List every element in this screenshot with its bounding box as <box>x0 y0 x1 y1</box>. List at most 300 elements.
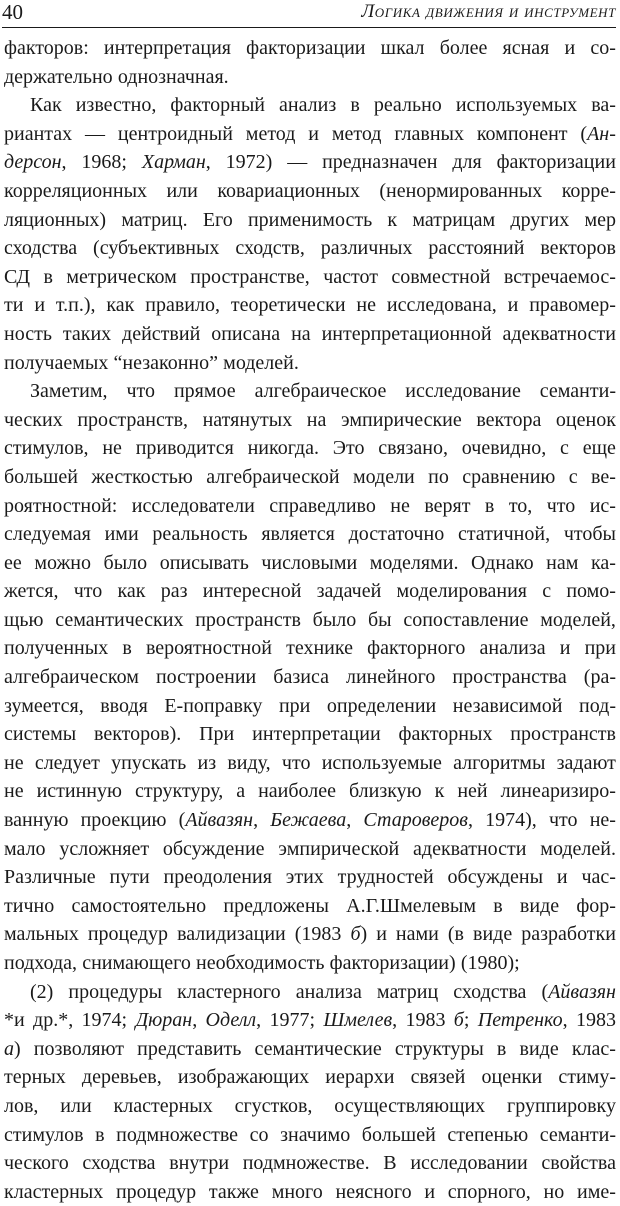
page-number: 40 <box>2 0 23 24</box>
word: предназначен <box>322 151 438 174</box>
word: также <box>208 1180 259 1203</box>
word: базиса <box>273 666 329 689</box>
word: интересной <box>202 580 302 603</box>
word: в <box>122 637 132 660</box>
word: следуемая <box>4 523 91 546</box>
word: 1983 <box>405 1009 446 1032</box>
text-line <box>4 1149 616 1178</box>
word: пути <box>109 866 150 889</box>
word: т.п.), <box>55 294 96 317</box>
word: час- <box>581 866 616 889</box>
word: кластерных <box>4 1180 104 1203</box>
word: и <box>564 37 576 59</box>
word: степенью <box>447 1123 529 1146</box>
word: и <box>556 866 568 889</box>
word: анализ <box>279 94 337 117</box>
word: различных <box>320 237 413 260</box>
word: изображающих <box>177 1066 310 1089</box>
word: мер <box>584 208 616 231</box>
text-line <box>4 1178 616 1206</box>
text-line <box>4 1063 616 1092</box>
word: еще <box>582 437 616 460</box>
word: предложены <box>223 894 329 917</box>
header-rule <box>2 27 616 28</box>
word: ве- <box>591 465 616 488</box>
word: (ненормированных <box>379 179 543 202</box>
text-line <box>4 406 616 435</box>
word: в <box>496 1037 507 1060</box>
word: не <box>102 437 122 460</box>
word: бы <box>367 608 392 631</box>
word: не- <box>589 809 616 832</box>
word: Бежаева, <box>270 809 352 832</box>
word: моделей, <box>540 608 616 631</box>
word: Оделл, <box>205 1009 262 1032</box>
word: — <box>85 122 106 145</box>
word: “незаконно” <box>113 351 218 374</box>
word: модели <box>352 465 415 488</box>
word: При <box>199 723 235 746</box>
word: лов, <box>4 1094 39 1117</box>
word: исследовании <box>410 1152 528 1175</box>
word: и <box>424 1180 436 1203</box>
word: пространстве, <box>190 265 310 288</box>
word: для <box>452 151 482 174</box>
word: обсуждение <box>162 837 265 860</box>
word: фор- <box>576 894 616 917</box>
word: описывать <box>159 551 249 574</box>
text-line <box>4 692 616 721</box>
word: а <box>236 780 246 803</box>
word: получаемых <box>4 351 109 374</box>
word: 1968; <box>81 151 127 174</box>
text-line <box>4 148 616 177</box>
word: б) <box>350 923 368 946</box>
word: не <box>4 780 24 803</box>
word: внутри <box>169 1152 230 1175</box>
word: подмножестве <box>116 1123 239 1146</box>
word: сопоставление <box>403 608 529 631</box>
text-line <box>4 606 616 635</box>
word: главных <box>394 122 464 145</box>
text-line <box>4 34 616 63</box>
word: В <box>383 1152 397 1175</box>
word: Это <box>332 437 365 460</box>
word: в <box>350 94 360 117</box>
word: *и <box>4 1009 25 1032</box>
word: процедур <box>115 1180 197 1203</box>
text-line <box>4 63 616 92</box>
word: 1974), <box>485 809 537 832</box>
text-line <box>4 549 616 578</box>
word: преодоления <box>163 866 272 889</box>
word: на <box>306 408 327 431</box>
word: снимающего <box>82 952 191 974</box>
text-line <box>4 1092 616 1121</box>
word: не <box>390 494 410 517</box>
word: эмпирической <box>278 837 400 860</box>
word: приводится <box>135 437 234 460</box>
text-line <box>4 949 616 978</box>
word: Петренко, <box>477 1009 568 1032</box>
word: построении <box>155 666 257 689</box>
word: сравнению <box>462 465 556 488</box>
word: упускать <box>111 751 187 774</box>
word: с <box>568 465 578 488</box>
word: усложняет <box>59 837 150 860</box>
word: в <box>484 494 495 517</box>
word: деревьев, <box>81 1066 162 1089</box>
word: описана <box>211 322 281 345</box>
word: связей <box>410 1066 466 1089</box>
word: реально <box>373 94 442 117</box>
word: интерпретационной <box>321 322 492 345</box>
word: исследована, <box>386 294 497 317</box>
word: с <box>560 437 569 460</box>
word: жется, <box>4 580 59 603</box>
word: что <box>73 580 103 603</box>
word: моделей. <box>540 837 616 860</box>
word: Его <box>202 208 233 231</box>
word: корреляционных <box>4 179 148 202</box>
word: вводя <box>100 694 148 717</box>
word: истинную <box>36 780 122 803</box>
word: ческих <box>4 408 63 431</box>
word: факторизации <box>246 37 366 59</box>
word: алгебраическое <box>254 380 387 403</box>
word: связано, <box>378 437 448 460</box>
word: правило, <box>145 294 220 317</box>
word: числовыми <box>261 551 358 574</box>
word: используемые <box>321 751 442 774</box>
text-line <box>4 234 616 263</box>
word: что <box>548 809 578 832</box>
word: много <box>271 1180 323 1203</box>
word: алгебраическом <box>4 666 139 689</box>
word: теоретически <box>230 294 346 317</box>
word: что <box>546 494 576 517</box>
word: большей <box>361 1123 436 1146</box>
word: структуры <box>394 1037 484 1060</box>
word: др.*, <box>33 1009 74 1032</box>
word: в <box>95 1123 105 1146</box>
word: клас- <box>571 1037 616 1060</box>
word: 1972) <box>225 151 273 174</box>
text-line <box>4 892 616 921</box>
word: ее <box>4 551 22 574</box>
word: правомер- <box>529 294 616 317</box>
text-line <box>4 520 616 549</box>
text-line <box>4 749 616 778</box>
word: наиболее <box>258 780 336 803</box>
word: линейного <box>346 666 436 689</box>
word: (субъективных <box>93 237 220 260</box>
word: мало <box>4 837 46 860</box>
word: адекватности <box>413 837 527 860</box>
word: име- <box>577 1180 616 1203</box>
text-line <box>4 920 616 949</box>
word: анализа <box>479 637 546 660</box>
word: самостоятельно <box>71 894 207 917</box>
word: как <box>106 294 135 317</box>
word: в <box>493 894 503 917</box>
word: встречаемос- <box>503 265 616 288</box>
text-line <box>4 806 616 835</box>
word: ис- <box>589 494 616 517</box>
text-line <box>4 978 616 1007</box>
word: других <box>510 208 570 231</box>
word: (Ан- <box>580 122 616 145</box>
word: со- <box>590 37 616 59</box>
word: Различные <box>4 866 96 889</box>
word: сходства <box>453 980 527 1003</box>
word: ими <box>104 523 139 546</box>
word: ванную <box>4 809 69 832</box>
word: свойства <box>541 1152 616 1175</box>
text-line <box>4 777 616 806</box>
word: факторного <box>367 637 466 660</box>
word: задают <box>556 751 616 774</box>
word: стимулов, <box>4 437 89 460</box>
word: оценок <box>555 408 616 431</box>
word: совместной <box>391 265 491 288</box>
word: большей <box>4 465 78 488</box>
word: к <box>434 780 445 803</box>
word: сходства <box>4 237 78 260</box>
word: Заметим, <box>30 380 108 403</box>
word: таких <box>62 322 112 345</box>
text-line <box>4 291 616 320</box>
word: следует <box>34 751 100 774</box>
word: компонент <box>476 122 568 145</box>
word: раз <box>160 580 188 603</box>
word: пространств <box>195 608 301 631</box>
word: можно <box>34 551 91 574</box>
word: интерпретации <box>252 723 381 746</box>
word: натянутых <box>202 408 293 431</box>
word: группировку <box>507 1094 616 1117</box>
word: Харман, <box>141 151 211 174</box>
word: ва- <box>591 94 616 117</box>
text-line <box>4 120 616 149</box>
word: 1977; <box>269 1009 316 1032</box>
word: виду, <box>227 751 271 774</box>
text-line <box>4 91 616 120</box>
word: не <box>4 751 24 774</box>
word: в <box>43 265 53 288</box>
word: метрическом <box>66 265 177 288</box>
word: щью <box>4 608 44 631</box>
text-line <box>4 463 616 492</box>
word: кластерных <box>113 1094 213 1117</box>
word: эмпирические <box>340 408 462 431</box>
word: пространств <box>510 723 616 746</box>
word: или <box>60 1094 92 1117</box>
word: семантические <box>254 1037 382 1060</box>
word: метод <box>245 122 296 145</box>
word: со <box>249 1123 269 1146</box>
word: было <box>103 551 148 574</box>
word: нам <box>546 551 579 574</box>
word: центроидный <box>117 122 233 145</box>
word: (2) <box>30 980 54 1003</box>
word: дерсон, <box>4 151 67 174</box>
word: технике <box>286 637 353 660</box>
word: алгоритмы <box>453 751 546 774</box>
text-line <box>4 1006 616 1035</box>
word: ти <box>4 294 24 317</box>
word: позволяют <box>33 1037 125 1060</box>
word: факторизации <box>496 151 616 174</box>
word: помо- <box>566 580 616 603</box>
word: близкую <box>348 780 422 803</box>
word: валидизации <box>177 923 286 946</box>
word: этих <box>285 866 324 889</box>
text-line <box>4 177 616 206</box>
word: под- <box>579 694 616 717</box>
word: факторных <box>398 723 493 746</box>
word: ясная <box>502 37 550 59</box>
word: сгустков, <box>234 1094 313 1117</box>
word: ка- <box>590 551 616 574</box>
word: ковариационных <box>217 179 360 202</box>
word: исследователи <box>131 494 255 517</box>
word: и <box>507 294 519 317</box>
word: более <box>439 37 488 59</box>
word: то, <box>508 494 533 517</box>
word: прямое <box>173 380 236 403</box>
word: интерпретация <box>103 37 231 59</box>
word: ческого <box>4 1152 69 1175</box>
word: и <box>308 122 319 145</box>
word: как <box>117 580 146 603</box>
text-line <box>4 320 616 349</box>
word: реальность <box>152 523 248 546</box>
word: никогда. <box>247 437 319 460</box>
word: но <box>543 1180 565 1203</box>
word: ней <box>457 780 488 803</box>
word: спорного, <box>447 1180 531 1203</box>
word: пространства <box>452 666 567 689</box>
word: известно, <box>75 94 157 117</box>
word: Шмелев, <box>323 1009 398 1032</box>
word: Дюран, <box>135 1009 198 1032</box>
word: что <box>281 751 311 774</box>
word: метод <box>331 122 382 145</box>
word: факторизации) <box>329 952 456 974</box>
word: Как <box>30 94 62 117</box>
word: и <box>559 637 571 660</box>
word: применимость <box>247 208 373 231</box>
word: подхода, <box>4 952 78 974</box>
word: из <box>197 751 217 774</box>
word: пространств, <box>77 408 189 431</box>
word: трудностей <box>337 866 434 889</box>
body-text <box>4 34 616 1206</box>
text-line <box>4 1121 616 1150</box>
text-line <box>4 206 616 235</box>
word: системы <box>4 723 77 746</box>
word: задачей <box>316 580 382 603</box>
page-header <box>2 0 616 26</box>
word: достаточно <box>348 523 445 546</box>
text-line <box>4 663 616 692</box>
word: иерархи <box>325 1066 395 1089</box>
text-line <box>4 349 616 378</box>
word: и <box>376 923 387 946</box>
word: или <box>166 179 198 202</box>
word: независимой <box>452 694 563 717</box>
word: семанти- <box>539 380 616 403</box>
word: адекватности <box>502 322 616 345</box>
word: зумеется, <box>4 694 84 717</box>
word: шкал <box>380 37 425 59</box>
text-line <box>4 377 616 406</box>
word: и <box>34 294 46 317</box>
text-line <box>4 634 616 663</box>
word: моделей. <box>223 351 299 374</box>
word: обсуждены <box>447 866 544 889</box>
word: 1974; <box>81 1009 128 1032</box>
word: мальных <box>4 923 79 946</box>
word: оценки <box>481 1066 543 1089</box>
word: линеаризиро- <box>500 780 616 803</box>
word: процедур <box>87 923 169 946</box>
word: к <box>387 208 398 231</box>
word: Староверов, <box>363 809 473 832</box>
word: векторов). <box>94 723 182 746</box>
word: анализа <box>295 980 362 1003</box>
word: частот <box>323 265 378 288</box>
word: моделями. <box>369 551 459 574</box>
word: сходств, <box>235 237 305 260</box>
word: Однако <box>470 551 534 574</box>
word: проекцию <box>80 809 167 832</box>
word: при <box>584 637 616 660</box>
word: вектора <box>476 408 542 431</box>
word: представить <box>137 1037 242 1060</box>
word: (Айвазян <box>541 980 616 1003</box>
word: а) <box>4 1037 21 1060</box>
text-line <box>4 863 616 892</box>
word: (1983 <box>294 923 342 946</box>
word: б; <box>453 1009 470 1032</box>
word: (1980); <box>460 952 520 974</box>
word: факторов: <box>4 37 89 59</box>
text-line <box>4 577 616 606</box>
word: матриц. <box>121 208 188 231</box>
text-line <box>4 434 616 463</box>
word: — <box>287 151 308 174</box>
word: (ра- <box>583 666 616 689</box>
word: кластерного <box>177 980 281 1003</box>
word: статичной, <box>457 523 551 546</box>
word: матрицам <box>412 208 496 231</box>
word: действий <box>122 322 201 345</box>
word: матриц <box>376 980 439 1003</box>
text-line <box>4 1035 616 1064</box>
word: неясного <box>335 1180 412 1203</box>
word: не <box>356 294 377 317</box>
word: подмножестве. <box>242 1152 370 1175</box>
word: нами <box>395 923 439 946</box>
word: при <box>278 694 311 717</box>
word: терных <box>4 1066 66 1089</box>
word: (в <box>447 923 464 946</box>
word: является <box>261 523 335 546</box>
word: стимулов <box>4 1123 84 1146</box>
word: структуру, <box>134 780 224 803</box>
